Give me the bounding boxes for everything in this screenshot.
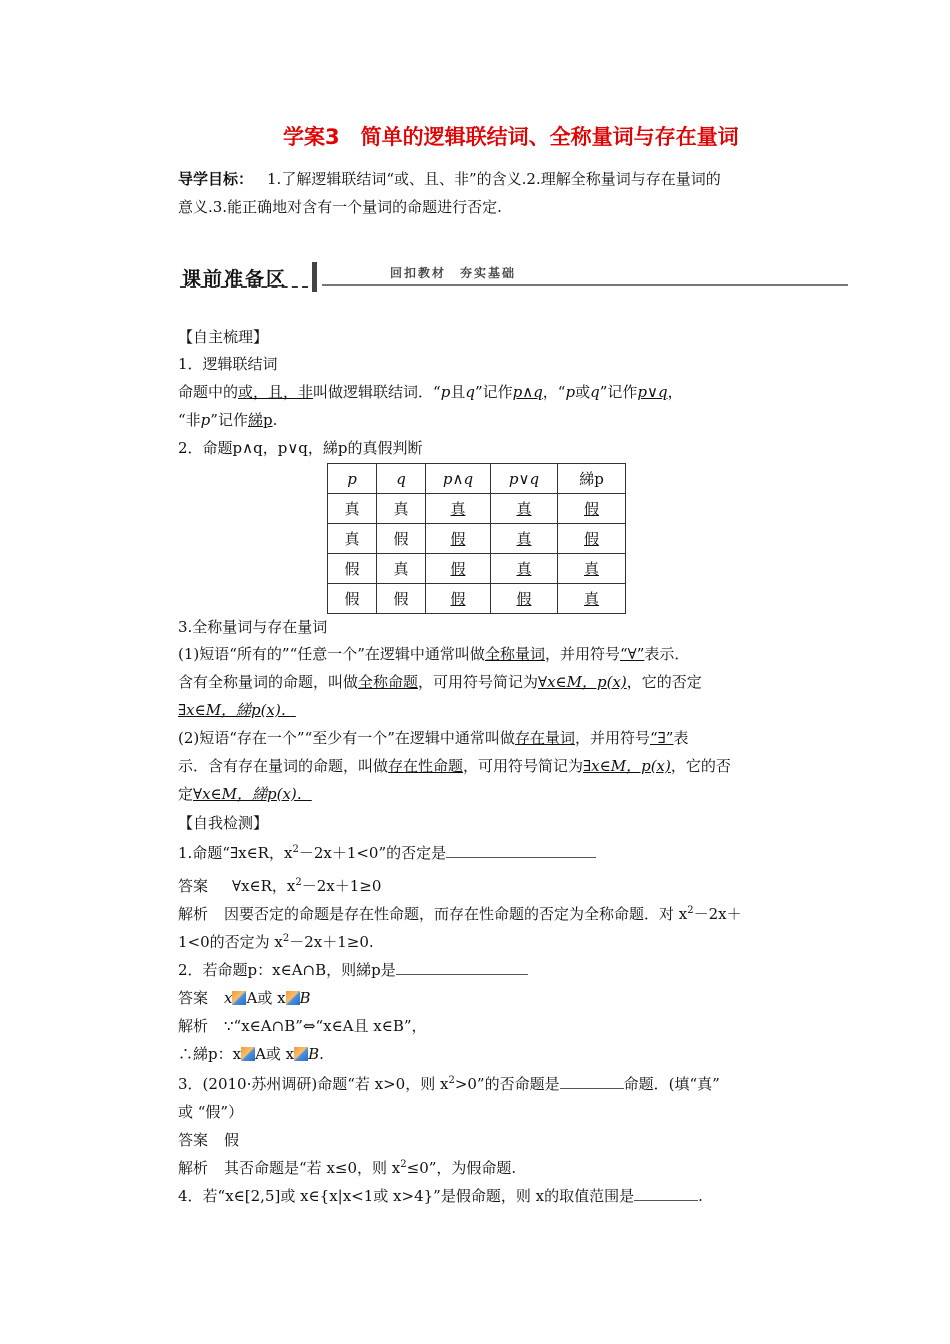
text: A或 x (246, 989, 286, 1007)
section-check-heading: 【自我检测】 (178, 814, 269, 832)
text: 命题中的 (178, 383, 239, 401)
text: ，它的否定 (626, 673, 702, 691)
item3-line-1 (178, 641, 689, 668)
text: ，并用符号 (574, 729, 650, 747)
q2-stem (178, 957, 528, 984)
table-cell: 真 (377, 494, 426, 524)
item3-heading: 3.全称量词与存在量词 (178, 618, 328, 636)
q2-answer (178, 985, 311, 1012)
item1-line-2 (178, 407, 277, 434)
text: . (698, 1187, 703, 1205)
q1-stem: 1.命题“∃x∈R，$x^2-2x+1<0$”的否定是 (178, 840, 596, 867)
q3-answer (178, 1127, 239, 1154)
answer-universal-notation: ∀x∈M，p(x) (538, 673, 627, 691)
learning-goals-line-1 (178, 166, 721, 193)
item3-line-4 (178, 725, 688, 752)
item1-heading: 1．逻辑联结词 (178, 355, 278, 373)
text: 示．含有存在量词的命题，叫做 (178, 757, 389, 775)
table-header: 綈p (558, 464, 626, 494)
table-cell: 真 (491, 494, 558, 524)
table-cell: 真 (328, 494, 377, 524)
fill-blank (634, 1186, 698, 1201)
table-cell: 假 (426, 584, 491, 614)
banner-subtitle: 回扣教材 夯实基础 (390, 266, 517, 280)
table-cell: 真 (558, 554, 626, 584)
text: 其否命题是“若 x≤0，则 x (224, 1159, 401, 1177)
text: >0”的否命题是 (454, 1075, 560, 1093)
table-cell: 假 (426, 554, 491, 584)
text: ∴綈p：x (178, 1045, 242, 1063)
q1-explanation-line-1: 解析 因要否定的命题是存在性命题，而存在性命题的否定为全称命题．对 $x^2-2x+$ (178, 905, 742, 923)
table-cell: 真 (558, 584, 626, 614)
learning-goals-label: 导学目标： (178, 170, 254, 188)
q2-explanation-line-1 (178, 1013, 427, 1040)
item2-heading: 2．命题p∧q，p∨q，綈p的真假判断 (178, 439, 423, 457)
table-row (328, 494, 626, 524)
explanation-label: 解析 (178, 1017, 209, 1035)
item3-line-5 (178, 753, 731, 780)
banner-title: 课前准备区 (182, 268, 288, 290)
var-p: p (440, 383, 451, 401)
table-header: q (377, 464, 426, 494)
text: “非 (178, 411, 201, 429)
table-row (328, 524, 626, 554)
fill-blank (560, 1074, 624, 1089)
text: ，可用符号简记为 (463, 757, 584, 775)
text: ”记作 (474, 383, 513, 401)
not-in-symbol-icon (232, 991, 246, 1005)
text: 且 (450, 383, 466, 401)
table-cell: 真 (491, 554, 558, 584)
text: ，可用符号简记为 (418, 673, 539, 691)
q1-answer: 答案 ∀x∈R，$x^2-2x+1\ge 0$ (178, 877, 382, 895)
answer-universal-quantifier: 全称量词 (484, 645, 545, 663)
text: －2x＋1≥0 (301, 877, 382, 895)
banner-dash-decoration (180, 286, 308, 288)
not-notation-answer: 綈p (247, 411, 273, 429)
table-cell: 真 (426, 494, 491, 524)
var-p: p (565, 383, 576, 401)
table-cell: 假 (328, 554, 377, 584)
text: 表 (673, 729, 689, 747)
text: 定 (178, 785, 194, 803)
answer-existential-quantifier: 存在量词 (514, 729, 575, 747)
text: －2x＋ (693, 905, 742, 923)
q3-explanation: 解析 其否命题是“若 x≤0，则 $x^2\le 0$”，为假命题. (178, 1159, 517, 1177)
answer-universal-negation: ∃x∈M，綈p(x)． (178, 701, 296, 719)
text: 2．若命题p：x∈A∩B，则綈p是 (178, 961, 396, 979)
text: x (224, 989, 233, 1007)
or-notation-answer: p∨q (637, 383, 668, 401)
table-cell: 假 (558, 524, 626, 554)
banner-divider-bar (312, 262, 317, 292)
text: (2)短语“存在一个”“至少有一个”在逻辑中通常叫做 (178, 729, 515, 747)
text: 表示． (644, 645, 690, 663)
q2-explanation-line-2 (178, 1041, 324, 1068)
var-q: q (465, 383, 475, 401)
table-cell: 真 (491, 524, 558, 554)
answer-existential-negation: ∀x∈M，綈p(x)． (193, 785, 312, 803)
answer-existential-proposition: 存在性命题 (388, 757, 464, 775)
table-cell: 假 (377, 584, 426, 614)
text: B (299, 989, 311, 1007)
q3-stem-line-2: 或 “假”） (178, 1103, 244, 1121)
q3-stem-line-1: 3．(2010·苏州调研)命题“若 x>0，则 $x^2>0$”的否命题是 命题．(填“真” (178, 1075, 720, 1093)
not-in-symbol-icon (294, 1047, 308, 1061)
text: －2x＋1<0”的否定是 (298, 844, 447, 862)
text: (1)短语“所有的”“任意一个”在逻辑中通常叫做 (178, 645, 485, 663)
text: －2x＋1≥0. (289, 933, 374, 951)
text: ，并用符号 (544, 645, 620, 663)
table-cell: 真 (328, 524, 377, 554)
text: ≤0”，为假命题. (406, 1159, 517, 1177)
table-cell: 假 (426, 524, 491, 554)
q4-stem (178, 1183, 703, 1210)
and-notation-answer: p∧q (512, 383, 543, 401)
item3-line-2 (178, 669, 702, 696)
answer-forall-symbol: “∀” (619, 645, 645, 663)
text: . (272, 411, 278, 429)
answer-existential-notation: ∃x∈M，p(x) (583, 757, 671, 775)
explanation-label: 解析 (178, 1159, 209, 1177)
page-title: 学案3 简单的逻辑联结词、全称量词与存在量词 (283, 125, 739, 149)
answer-label: 答案 (178, 989, 209, 1007)
table-header: p∨q (491, 464, 558, 494)
text: 3．(2010·苏州调研)命题“若 x>0，则 x (178, 1075, 449, 1093)
table-cell: 假 (328, 584, 377, 614)
text: ，“ (542, 383, 566, 401)
item1-line-1 (178, 379, 683, 406)
answer-label: 答案 (178, 1131, 209, 1149)
truth-table (327, 463, 626, 614)
table-header: p∧q (426, 464, 491, 494)
text: 命题．(填“真” (623, 1075, 720, 1093)
item3-line-6 (178, 781, 312, 808)
answer-label: 答案 (178, 877, 209, 895)
text: ，它的否 (670, 757, 731, 775)
table-cell: 真 (377, 554, 426, 584)
table-header: p (328, 464, 377, 494)
text: B. (308, 1045, 324, 1063)
table-cell: 假 (491, 584, 558, 614)
text: 4．若“x∈[2,5]或 x∈{x|x<1或 x>4}”是假命题，则 x的取值范围是 (178, 1187, 635, 1205)
item3-line-3 (178, 697, 296, 724)
text: ， (667, 383, 683, 401)
answer-value: 假 (224, 1131, 240, 1149)
not-in-symbol-icon (241, 1047, 255, 1061)
section-review-heading: 【自主梳理】 (178, 328, 269, 346)
table-cell: 假 (377, 524, 426, 554)
text: 含有全称量词的命题，叫做 (178, 673, 359, 691)
text: ∀x∈R，x (232, 877, 296, 895)
answer-universal-proposition: 全称命题 (358, 673, 419, 691)
table-row (328, 584, 626, 614)
text: 1<0的否定为 x (178, 933, 283, 951)
fill-blank (396, 960, 528, 975)
text: 因要否定的命题是存在性命题，而存在性命题的否定为全称命题．对 x (224, 905, 688, 923)
learning-goals-line-2: 意义.3.能正确地对含有一个量词的命题进行否定. (178, 198, 502, 216)
truth-table-header-row (328, 464, 626, 494)
text: 或 (575, 383, 591, 401)
var-p: p (200, 411, 211, 429)
text: ”记作 (210, 411, 248, 429)
connectives-answer: 或，且，非 (238, 383, 314, 401)
not-in-symbol-icon (286, 991, 300, 1005)
text: 1.命题“∃x∈R，x (178, 844, 293, 862)
text: ”记作 (599, 383, 638, 401)
fill-blank (446, 843, 596, 858)
text: A或 x (255, 1045, 295, 1063)
learning-goals-text-1: 1.了解逻辑联结词“或、且、非”的含义.2.理解全称量词与存在量词的 (267, 170, 721, 188)
text: ∵“x∈A∩B”⇔“x∈A且 x∈B”， (224, 1017, 427, 1035)
table-cell: 假 (558, 494, 626, 524)
banner-rule (322, 284, 848, 286)
section-banner (178, 262, 848, 290)
table-row (328, 554, 626, 584)
q1-explanation-line-2: 1<0的否定为 $x^2-2x+1\ge 0$. (178, 933, 374, 951)
explanation-label: 解析 (178, 905, 209, 923)
text: 叫做逻辑联结词．“ (313, 383, 441, 401)
var-q: q (590, 383, 600, 401)
answer-exists-symbol: “∃” (649, 729, 674, 747)
